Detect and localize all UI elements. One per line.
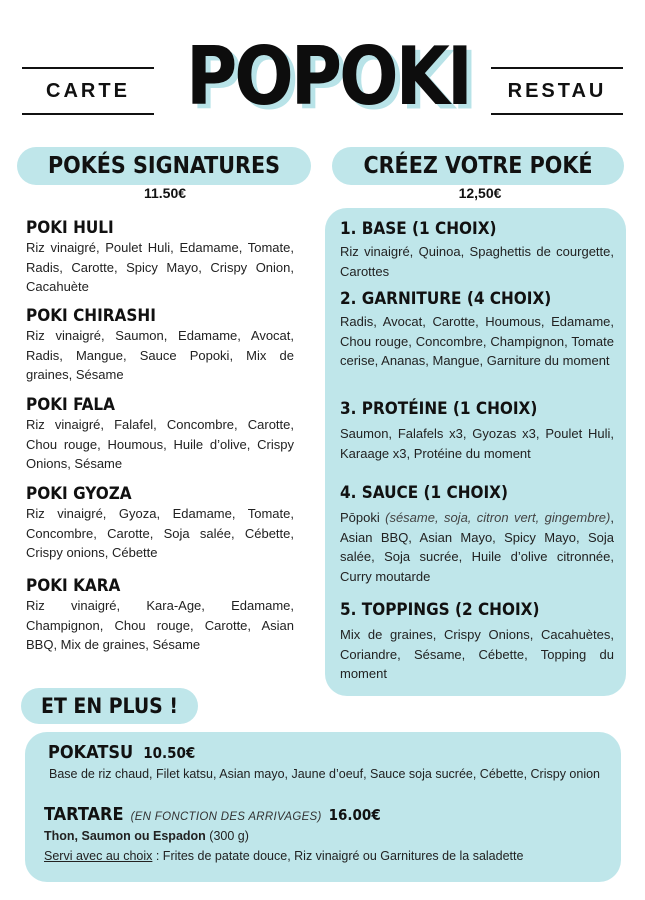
- sauce-popoki: Pōpoki: [340, 510, 386, 525]
- tartare-served-label: Servi avec au choix: [44, 849, 153, 863]
- step-title: 3. PROTÉINE (1 CHOIX): [340, 399, 538, 419]
- step-title: 5. TOPPINGS (2 CHOIX): [340, 600, 540, 620]
- dish-name: POKI CHIRASHI: [26, 306, 156, 326]
- step-options: [340, 508, 614, 586]
- pokatsu-description: Base de riz chaud, Filet katsu, Asian mayo, Jaune d’oeuf, Sauce soja sucrée, Cébette, Crispy onion: [49, 767, 601, 781]
- pokatsu-header: [48, 742, 195, 763]
- dish-ingredients: Riz vinaigré, Saumon, Edamame, Avocat, Radis, Mangue, Sauce Popoki, Mix de graines, Sésame: [26, 328, 294, 382]
- dish-name: POKI FALA: [26, 395, 115, 415]
- dish-name: POKI KARA: [26, 576, 121, 596]
- step-options: Saumon, Falafels x3, Gyozas x3, Poulet Huli, Karaage x3, Protéine du moment: [340, 426, 614, 461]
- step-title: 2. GARNITURE (4 CHOIX): [340, 289, 552, 309]
- dish-name: POKI GYOZA: [26, 484, 132, 504]
- pokatsu-price: 10.50€: [143, 744, 196, 762]
- dish-ingredients: Riz vinaigré, Gyoza, Edamame, Tomate, Concombre, Carotte, Soja salée, Cébette, Crispy onions, Cébette: [26, 506, 294, 560]
- step-options: Mix de graines, Crispy Onions, Cacahuètes, Coriandre, Sésame, Cébette, Topping du moment: [340, 627, 614, 681]
- sauce-popoki-details: (sésame, soja, citron vert, gingembre): [385, 510, 611, 525]
- step-options: Radis, Avocat, Carotte, Houmous, Edamame, Chou rouge, Concombre, Champignon, Tomate cerise, Ananas, Mangue, Garniture du moment: [340, 314, 614, 368]
- tartare-name: TARTARE: [44, 804, 124, 825]
- dish-ingredients: Riz vinaigré, Falafel, Concombre, Carotte, Chou rouge, Houmous, Huile d’olive, Crispy Onions, Sésame: [26, 417, 294, 471]
- tartare-weight: (300 g): [205, 829, 249, 843]
- restau-label: RESTAU: [491, 67, 623, 115]
- step-title: 1. BASE (1 CHOIX): [340, 219, 497, 239]
- tartare-fish: [44, 829, 249, 843]
- dish-name: POKI HULI: [26, 218, 114, 238]
- tartare-price: 16.00€: [328, 806, 381, 824]
- logo: POPOKI: [186, 29, 470, 124]
- sauce-others: , Asian BBQ, Asian Mayo, Spicy Mayo, Soja salée, Soja sucrée, Huile d’olive citronnée, Curry moutarde: [340, 510, 614, 584]
- pokatsu-name: POKATSU: [48, 742, 134, 763]
- tartare-header: [44, 804, 381, 825]
- signatures-price: 11.50€: [143, 185, 187, 201]
- custom-price: 12,50€: [458, 185, 502, 201]
- tartare-served-options: : Frites de patate douce, Riz vinaigré ou Garnitures de la saladette: [152, 849, 524, 863]
- tartare-fish-options: Thon, Saumon ou Espadon: [44, 829, 206, 843]
- signatures-title: POKÉS SIGNATURES: [17, 147, 311, 185]
- custom-title: CRÉEZ VOTRE POKÉ: [332, 147, 624, 185]
- dish-ingredients: Riz vinaigré, Kara-Age, Edamame, Champignon, Chou rouge, Carotte, Asian BBQ, Mix de graines, Sésame: [26, 598, 294, 652]
- carte-label: CARTE: [22, 67, 154, 115]
- step-title: 4. SAUCE (1 CHOIX): [340, 483, 508, 503]
- step-options: Riz vinaigré, Quinoa, Spaghettis de courgette, Carottes: [340, 244, 614, 279]
- tartare-note: (EN FONCTION DES ARRIVAGES): [130, 811, 322, 823]
- extras-title: ET EN PLUS !: [21, 688, 198, 724]
- dish-ingredients: Riz vinaigré, Poulet Huli, Edamame, Tomate, Radis, Carotte, Spicy Mayo, Crispy Onion, Cacahuète: [26, 240, 294, 294]
- tartare-served: [44, 849, 523, 863]
